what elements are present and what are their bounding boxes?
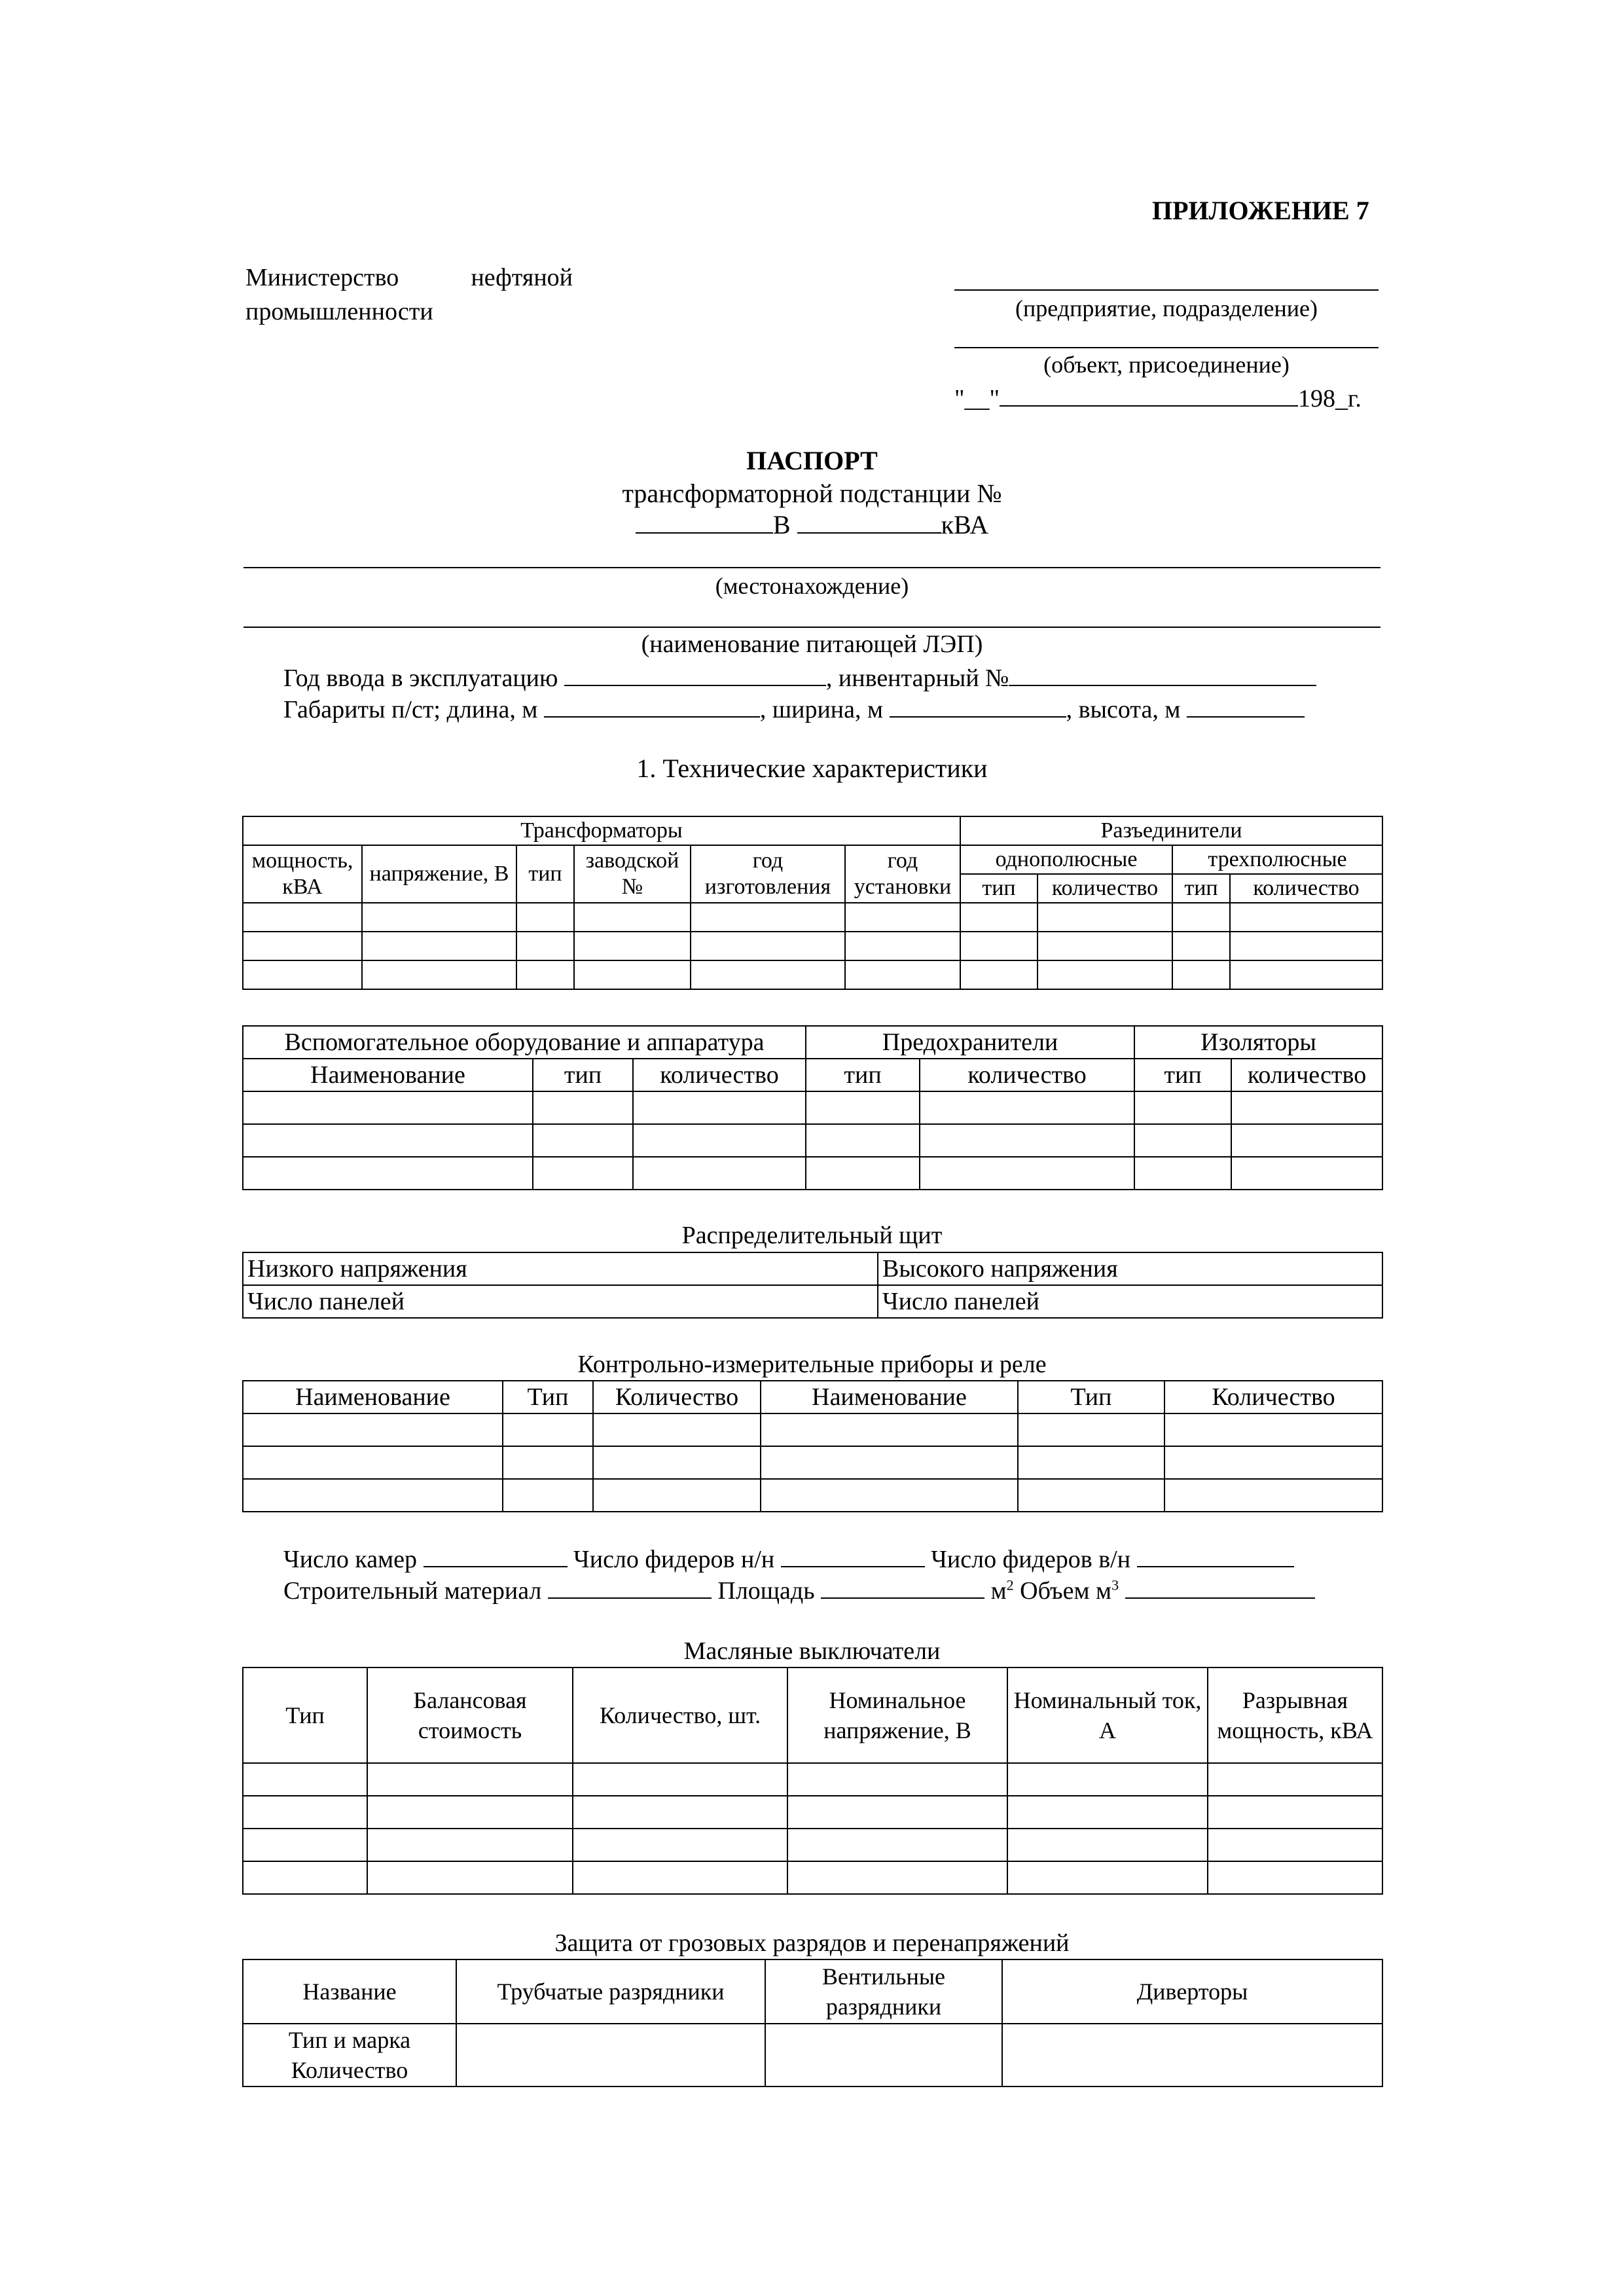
object-caption: (объект, присоединение) xyxy=(1043,352,1290,378)
table-row xyxy=(243,1124,1382,1157)
table-cell[interactable] xyxy=(1018,1413,1164,1446)
breakers-heading: Масляные выключатели xyxy=(683,1637,941,1665)
table-row xyxy=(243,1413,1382,1446)
ministry-word: Министерство xyxy=(245,264,399,291)
table-cell[interactable] xyxy=(920,1091,1134,1124)
table-cell[interactable] xyxy=(1038,932,1172,960)
break-power-col-header: Разрывная мощность, кВА xyxy=(1208,1667,1382,1763)
name-col-header: Наименование xyxy=(243,1381,503,1413)
enterprise-caption: (предприятие, подразделение) xyxy=(1015,295,1318,321)
cost-col-header: Балансовая стоимость xyxy=(367,1667,573,1763)
table-cell[interactable] xyxy=(1164,1446,1382,1479)
table-cell[interactable] xyxy=(960,932,1038,960)
table-cell[interactable] xyxy=(533,1091,633,1124)
table-cell[interactable] xyxy=(1038,903,1172,932)
table-cell[interactable] xyxy=(633,1124,806,1157)
feeders-high-blank[interactable] xyxy=(1137,1544,1294,1567)
date-field[interactable] xyxy=(954,383,1362,413)
table-cell[interactable] xyxy=(806,1124,920,1157)
table-cell[interactable] xyxy=(787,1796,1007,1829)
table-cell[interactable] xyxy=(633,1091,806,1124)
table-row xyxy=(243,1091,1382,1124)
fuses-header: Предохранители xyxy=(806,1026,1134,1059)
table-cell[interactable] xyxy=(1230,932,1382,960)
document-title: ПАСПОРТ xyxy=(746,446,878,475)
quantity-col-header: Количество xyxy=(593,1381,761,1413)
table-cell[interactable] xyxy=(243,1796,367,1829)
table-cell[interactable] xyxy=(573,1829,787,1861)
quantity-label: Количество xyxy=(291,2057,408,2083)
table-cell[interactable] xyxy=(960,960,1038,989)
high-voltage-label: Высокого напряжения xyxy=(878,1252,1382,1285)
table-cell[interactable] xyxy=(243,1446,503,1479)
power-line-caption: (наименование питающей ЛЭП) xyxy=(641,630,983,658)
table-cell[interactable] xyxy=(960,903,1038,932)
table-cell[interactable] xyxy=(1007,1829,1208,1861)
table-cell[interactable] xyxy=(787,1829,1007,1861)
table-cell[interactable] xyxy=(1007,1763,1208,1796)
table-row xyxy=(243,1763,1382,1796)
table-cell[interactable] xyxy=(806,1091,920,1124)
table-cell[interactable] xyxy=(503,1479,593,1512)
area-label: Площадь xyxy=(717,1577,815,1605)
table-cell[interactable] xyxy=(243,1861,367,1894)
voltage-unit: В xyxy=(772,510,791,539)
date-day: "__" xyxy=(954,385,1000,412)
width-blank[interactable] xyxy=(890,694,1066,718)
name-col-header: Наименование xyxy=(761,1381,1018,1413)
table-cell[interactable] xyxy=(920,1157,1134,1190)
table-row xyxy=(243,1829,1382,1861)
table-cell[interactable] xyxy=(593,1413,761,1446)
material-line xyxy=(283,1575,1315,1605)
table-cell[interactable] xyxy=(845,960,960,989)
table-cell[interactable] xyxy=(1230,960,1382,989)
table-cell[interactable] xyxy=(367,1796,573,1829)
material-label: Строительный материал xyxy=(283,1577,542,1605)
document-subtitle: трансформаторной подстанции № xyxy=(622,479,1002,508)
material-blank[interactable] xyxy=(548,1575,712,1599)
table-cell[interactable] xyxy=(761,1413,1018,1446)
quantity-col-header: Количество xyxy=(1164,1381,1382,1413)
table-cell[interactable] xyxy=(691,932,845,960)
table-row xyxy=(243,1157,1382,1190)
table-cell[interactable] xyxy=(573,1796,787,1829)
breakers-table xyxy=(242,1667,1383,1895)
quantity-col-header: количество xyxy=(920,1059,1134,1091)
disconnectors-header: Разъединители xyxy=(960,816,1382,845)
year-blank[interactable] xyxy=(564,663,826,686)
table-cell[interactable] xyxy=(1134,1157,1231,1190)
table-cell[interactable] xyxy=(574,903,691,932)
ministry-line2: промышленности xyxy=(245,298,433,325)
voltage-col-header: напряжение, В xyxy=(362,845,516,903)
insulators-header: Изоляторы xyxy=(1134,1026,1382,1059)
transformers-header: Трансформаторы xyxy=(243,816,960,845)
switchboard-heading: Распределительный щит xyxy=(681,1222,943,1249)
table-cell[interactable] xyxy=(243,903,362,932)
table-cell[interactable] xyxy=(593,1446,761,1479)
table-row xyxy=(243,1796,1382,1829)
table-cell[interactable] xyxy=(1230,903,1382,932)
table-cell[interactable] xyxy=(787,1763,1007,1796)
table-cell[interactable] xyxy=(243,1479,503,1512)
area-blank[interactable] xyxy=(821,1575,984,1599)
table-cell[interactable] xyxy=(1002,2024,1382,2086)
panels-low-label[interactable]: Число панелей xyxy=(243,1285,878,1318)
location-line[interactable] xyxy=(244,567,1380,568)
table-row xyxy=(243,1446,1382,1479)
tubular-col-header: Трубчатые разрядники xyxy=(456,1959,765,2024)
section1-heading: 1. Технические характеристики xyxy=(636,754,988,783)
table-cell[interactable] xyxy=(1208,1796,1382,1829)
table-row xyxy=(243,1861,1382,1894)
table-cell[interactable] xyxy=(1231,1124,1382,1157)
voltage-blank[interactable] xyxy=(636,510,773,534)
table-cell[interactable] xyxy=(691,903,845,932)
aux-equipment-header: Вспомогательное оборудование и аппаратура xyxy=(243,1026,806,1059)
table-cell[interactable] xyxy=(593,1479,761,1512)
table-cell[interactable] xyxy=(765,2024,1002,2086)
factory-no-col-header: заводской № xyxy=(574,845,691,903)
year-installed-col-header: год установки xyxy=(845,845,960,903)
volume-blank[interactable] xyxy=(1125,1575,1315,1599)
table-cell[interactable] xyxy=(243,1763,367,1796)
year-made-col-header: год изготовления xyxy=(691,845,845,903)
three-pole-header: трехполюсные xyxy=(1172,845,1382,874)
type-col-header: Тип xyxy=(503,1381,593,1413)
table-cell[interactable] xyxy=(1134,1124,1231,1157)
table-cell[interactable] xyxy=(243,960,362,989)
voltage-power-line xyxy=(0,509,1624,540)
table-cell[interactable] xyxy=(1007,1796,1208,1829)
type-col-header: Тип xyxy=(243,1667,367,1763)
switchboard-table xyxy=(242,1252,1383,1319)
object-line[interactable] xyxy=(954,347,1379,348)
power-col-header: мощность, кВА xyxy=(243,845,362,903)
type-col-header: тип xyxy=(1134,1059,1231,1091)
height-label: , высота, м xyxy=(1066,696,1181,723)
volume-unit: Объем $м^3$ xyxy=(1020,1576,1119,1605)
single-pole-header: однополюсные xyxy=(960,845,1172,874)
table-cell[interactable] xyxy=(787,1861,1007,1894)
date-blank[interactable] xyxy=(1000,383,1298,407)
nom-voltage-col-header: Номинальное напряжение, В xyxy=(787,1667,1007,1763)
height-blank[interactable] xyxy=(1187,694,1305,718)
table-cell[interactable] xyxy=(533,1157,633,1190)
table-cell[interactable] xyxy=(243,1124,533,1157)
table-cell[interactable] xyxy=(456,2024,765,2086)
table-cell[interactable] xyxy=(1172,960,1230,989)
dims-label: Габариты п/ст; длина, м xyxy=(283,696,538,723)
instruments-table xyxy=(242,1380,1383,1512)
table-cell[interactable] xyxy=(574,932,691,960)
table-cell[interactable] xyxy=(362,932,516,960)
table-cell[interactable] xyxy=(1208,1861,1382,1894)
appendix-label: ПРИЛОЖЕНИЕ 7 xyxy=(1152,196,1369,225)
power-blank[interactable] xyxy=(797,510,941,534)
table-cell[interactable] xyxy=(1018,1446,1164,1479)
width-label: , ширина, м xyxy=(759,696,884,723)
location-caption: (местонахождение) xyxy=(715,573,909,599)
table-cell[interactable] xyxy=(761,1446,1018,1479)
table-row xyxy=(243,1479,1382,1512)
ministry-name xyxy=(245,261,573,329)
dimensions-line xyxy=(283,694,1305,724)
table-cell[interactable] xyxy=(367,1861,573,1894)
table-cell[interactable] xyxy=(845,932,960,960)
length-blank[interactable] xyxy=(544,694,760,718)
panels-high-label[interactable]: Число панелей xyxy=(878,1285,1382,1318)
quantity-col-header: количество xyxy=(1038,874,1172,903)
type-col-header: Тип xyxy=(1018,1381,1164,1413)
table-cell[interactable] xyxy=(573,1861,787,1894)
table-row xyxy=(243,932,1382,960)
type-mark-label: Тип и марка xyxy=(288,2027,411,2053)
table-cell[interactable] xyxy=(761,1479,1018,1512)
table-cell[interactable] xyxy=(243,1091,533,1124)
table-cell[interactable] xyxy=(806,1157,920,1190)
name-col-header: Наименование xyxy=(243,1059,533,1091)
table-cell[interactable] xyxy=(1164,1413,1382,1446)
table-cell[interactable] xyxy=(1172,903,1230,932)
feeders-high-label: Число фидеров в/н xyxy=(931,1546,1131,1573)
table-cell[interactable] xyxy=(367,1763,573,1796)
row-label xyxy=(243,2024,456,2086)
area-unit: $м^2$ xyxy=(990,1576,1014,1605)
table-cell[interactable] xyxy=(533,1124,633,1157)
table-cell[interactable] xyxy=(243,932,362,960)
type-col-header: тип xyxy=(1172,874,1230,903)
table-cell[interactable] xyxy=(243,1157,533,1190)
table-cell[interactable] xyxy=(516,903,574,932)
table-cell[interactable] xyxy=(367,1829,573,1861)
table-cell[interactable] xyxy=(362,960,516,989)
transformers-table xyxy=(242,816,1383,990)
low-voltage-label: Низкого напряжения xyxy=(243,1252,878,1285)
table-cell[interactable] xyxy=(516,932,574,960)
feeders-low-blank[interactable] xyxy=(781,1544,925,1567)
power-line-line[interactable] xyxy=(244,627,1380,628)
enterprise-line[interactable] xyxy=(954,289,1379,291)
table-cell[interactable] xyxy=(243,1413,503,1446)
table-cell[interactable] xyxy=(1018,1479,1164,1512)
protection-heading: Защита от грозовых разрядов и перенапряжений xyxy=(554,1929,1070,1957)
nom-current-col-header: Номинальный ток, А xyxy=(1007,1667,1208,1763)
aux-equipment-table xyxy=(242,1025,1383,1190)
power-unit: кВА xyxy=(941,510,989,539)
table-cell[interactable] xyxy=(516,960,574,989)
table-cell[interactable] xyxy=(1038,960,1172,989)
year-inventory-line xyxy=(283,663,1316,693)
type-col-header: тип xyxy=(806,1059,920,1091)
quantity-col-header: количество xyxy=(1230,874,1382,903)
type-col-header: тип xyxy=(960,874,1038,903)
chambers-label: Число камер xyxy=(283,1546,418,1573)
table-cell[interactable] xyxy=(574,960,691,989)
table-cell[interactable] xyxy=(1231,1091,1382,1124)
valve-col-header: Вентильные разрядники xyxy=(765,1959,1002,2024)
table-cell[interactable] xyxy=(1208,1763,1382,1796)
table-cell[interactable] xyxy=(920,1124,1134,1157)
ministry-word: нефтяной xyxy=(471,264,573,291)
table-cell[interactable] xyxy=(1007,1861,1208,1894)
table-cell[interactable] xyxy=(1208,1829,1382,1861)
chambers-line xyxy=(283,1544,1294,1574)
instruments-heading: Контрольно-измерительные приборы и реле xyxy=(577,1351,1047,1378)
name-col-header: Название xyxy=(243,1959,456,2024)
table-cell[interactable] xyxy=(1134,1091,1231,1124)
year-label: Год ввода в эксплуатацию xyxy=(283,665,558,692)
table-cell[interactable] xyxy=(1172,932,1230,960)
table-cell[interactable] xyxy=(243,1829,367,1861)
quantity-col-header: количество xyxy=(1231,1059,1382,1091)
type-col-header: тип xyxy=(533,1059,633,1091)
table-row xyxy=(243,903,1382,932)
table-cell[interactable] xyxy=(503,1446,593,1479)
date-year: 198_г. xyxy=(1298,385,1362,412)
table-cell[interactable] xyxy=(1164,1479,1382,1512)
chambers-blank[interactable] xyxy=(424,1544,568,1567)
qty-col-header: Количество, шт. xyxy=(573,1667,787,1763)
feeders-low-label: Число фидеров н/н xyxy=(573,1546,775,1573)
inventory-blank[interactable] xyxy=(1009,663,1316,686)
protection-table xyxy=(242,1959,1383,2087)
table-cell[interactable] xyxy=(362,903,516,932)
table-cell[interactable] xyxy=(691,960,845,989)
diverters-col-header: Диверторы xyxy=(1002,1959,1382,2024)
type-col-header: тип xyxy=(516,845,574,903)
table-cell[interactable] xyxy=(573,1763,787,1796)
table-cell[interactable] xyxy=(845,903,960,932)
quantity-col-header: количество xyxy=(633,1059,806,1091)
table-row xyxy=(243,960,1382,989)
table-cell[interactable] xyxy=(633,1157,806,1190)
table-cell[interactable] xyxy=(503,1413,593,1446)
table-cell[interactable] xyxy=(1231,1157,1382,1190)
inventory-label: , инвентарный № xyxy=(825,665,1009,692)
